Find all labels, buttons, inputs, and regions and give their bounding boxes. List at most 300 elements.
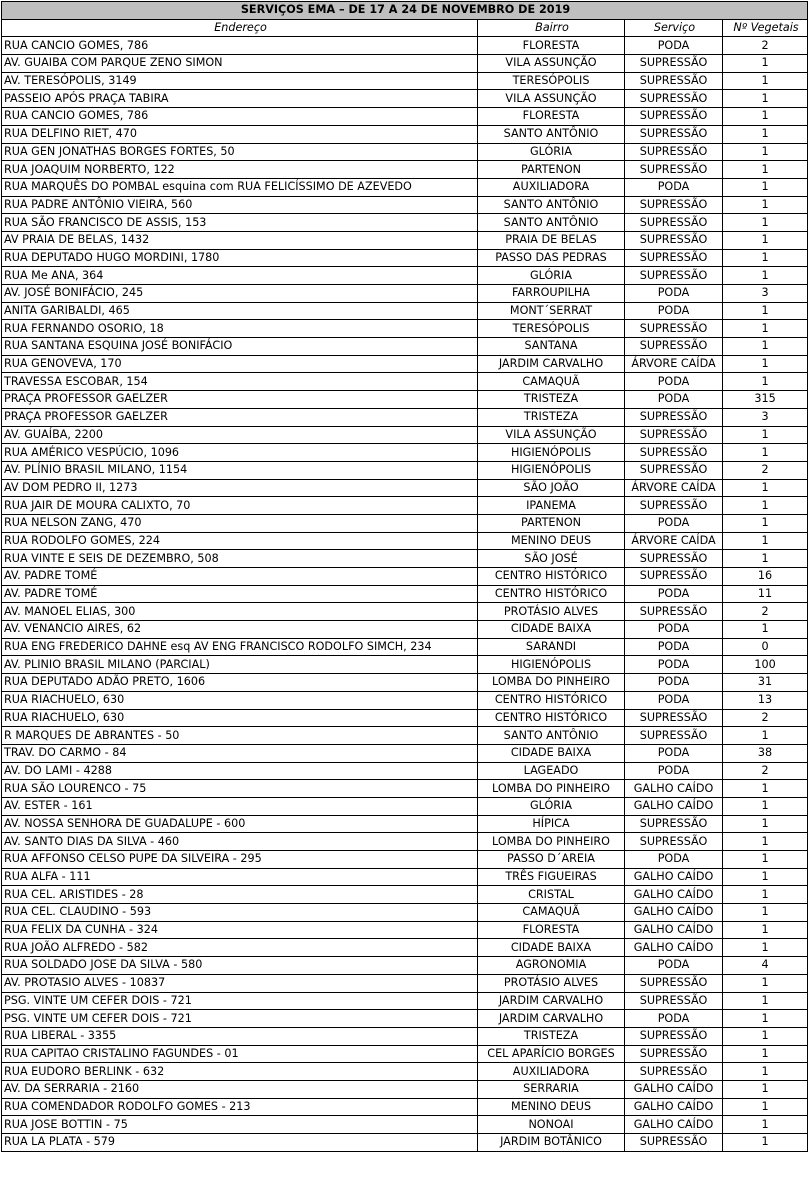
service-cell: GALHO CAÍDO <box>625 1116 723 1134</box>
neighborhood-cell: CAMAQUÃ <box>478 373 625 391</box>
table-row <box>2 886 808 904</box>
address-cell: RUA RODOLFO GOMES, 224 <box>2 532 478 550</box>
tree-count-cell: 31 <box>723 674 808 692</box>
table-row <box>2 196 808 214</box>
neighborhood-cell: TERESÓPOLIS <box>478 72 625 90</box>
service-cell: SUPRESSÃO <box>625 267 723 285</box>
tree-count-cell: 1 <box>723 939 808 957</box>
address-cell: RUA JOÃO ALFREDO - 582 <box>2 939 478 957</box>
address-cell: AV. TERESÓPOLIS, 3149 <box>2 72 478 90</box>
table-row <box>2 426 808 444</box>
table-row <box>2 868 808 886</box>
neighborhood-cell: SANTO ANTÔNIO <box>478 727 625 745</box>
neighborhood-cell: CENTRO HISTÓRICO <box>478 568 625 586</box>
address-cell: AV. PLÍNIO BRASIL MILANO, 1154 <box>2 461 478 479</box>
table-row <box>2 55 808 73</box>
tree-count-cell: 1 <box>723 497 808 515</box>
neighborhood-cell: PRAIA DE BELAS <box>478 231 625 249</box>
service-cell: SUPRESSÃO <box>625 426 723 444</box>
table-row <box>2 851 808 869</box>
neighborhood-cell: FLORESTA <box>478 37 625 55</box>
address-cell: AV. PROTASIO ALVES - 10837 <box>2 974 478 992</box>
neighborhood-cell: GLÓRIA <box>478 143 625 161</box>
address-cell: AV. MANOEL ELIAS, 300 <box>2 603 478 621</box>
tree-count-cell: 1 <box>723 1098 808 1116</box>
service-cell: SUPRESSÃO <box>625 974 723 992</box>
address-cell: R MARQUES DE ABRANTES - 50 <box>2 727 478 745</box>
tree-count-cell: 1 <box>723 90 808 108</box>
tree-count-cell: 1 <box>723 992 808 1010</box>
header-row <box>2 19 808 37</box>
tree-count-cell: 1 <box>723 921 808 939</box>
address-cell: RUA FELIX DA CUNHA - 324 <box>2 921 478 939</box>
neighborhood-cell: CIDADE BAIXA <box>478 744 625 762</box>
neighborhood-cell: PROTÁSIO ALVES <box>478 603 625 621</box>
table-row <box>2 267 808 285</box>
address-cell: RUA GENOVEVA, 170 <box>2 355 478 373</box>
tree-count-cell: 1 <box>723 72 808 90</box>
address-cell: RUA DEPUTADO HUGO MORDINI, 1780 <box>2 249 478 267</box>
service-cell: GALHO CAÍDO <box>625 797 723 815</box>
address-cell: PRAÇA PROFESSOR GAELZER <box>2 391 478 409</box>
tree-count-cell: 1 <box>723 780 808 798</box>
address-cell: RUA DEPUTADO ADÃO PRETO, 1606 <box>2 674 478 692</box>
service-cell: SUPRESSÃO <box>625 408 723 426</box>
tree-count-cell: 1 <box>723 1116 808 1134</box>
tree-count-cell: 1 <box>723 267 808 285</box>
tree-count-cell: 1 <box>723 1027 808 1045</box>
tree-count-cell: 1 <box>723 178 808 196</box>
service-cell: PODA <box>625 762 723 780</box>
table-row <box>2 178 808 196</box>
tree-count-cell: 1 <box>723 868 808 886</box>
service-cell: SUPRESSÃO <box>625 143 723 161</box>
tree-count-cell: 1 <box>723 727 808 745</box>
table-row <box>2 143 808 161</box>
tree-count-cell: 1 <box>723 1045 808 1063</box>
table-row <box>2 744 808 762</box>
tree-count-cell: 2 <box>723 762 808 780</box>
table-row <box>2 37 808 55</box>
neighborhood-cell: HIGIENÓPOLIS <box>478 656 625 674</box>
tree-count-cell: 1 <box>723 214 808 232</box>
neighborhood-cell: FLORESTA <box>478 921 625 939</box>
address-cell: RUA AFFONSO CELSO PUPE DA SILVEIRA - 295 <box>2 851 478 869</box>
service-cell: ÁRVORE CAÍDA <box>625 479 723 497</box>
tree-count-cell: 0 <box>723 638 808 656</box>
address-cell: AV. DA SERRARIA - 2160 <box>2 1080 478 1098</box>
table-row <box>2 674 808 692</box>
table-row <box>2 904 808 922</box>
address-cell: AV. PADRE TOMÉ <box>2 568 478 586</box>
address-cell: RUA ENG FREDERICO DAHNE esq AV ENG FRANCISCO RODOLFO SIMCH, 234 <box>2 638 478 656</box>
service-cell: SUPRESSÃO <box>625 249 723 267</box>
tree-count-cell: 2 <box>723 37 808 55</box>
neighborhood-cell: CIDADE BAIXA <box>478 621 625 639</box>
tree-count-cell: 1 <box>723 1010 808 1028</box>
neighborhood-cell: PARTENON <box>478 161 625 179</box>
tree-count-cell: 1 <box>723 851 808 869</box>
table-title: SERVIÇOS EMA – DE 17 A 24 DE NOVEMBRO DE 2019 <box>2 2 808 20</box>
service-cell: SUPRESSÃO <box>625 550 723 568</box>
neighborhood-cell: IPANEMA <box>478 497 625 515</box>
table-row <box>2 125 808 143</box>
table-row <box>2 585 808 603</box>
table-row <box>2 1010 808 1028</box>
service-cell: PODA <box>625 744 723 762</box>
tree-count-cell: 16 <box>723 568 808 586</box>
tree-count-cell: 1 <box>723 1134 808 1152</box>
table-row <box>2 461 808 479</box>
table-row <box>2 727 808 745</box>
address-cell: RUA CAPITAO CRISTALINO FAGUNDES - 01 <box>2 1045 478 1063</box>
table-row <box>2 797 808 815</box>
service-cell: PODA <box>625 302 723 320</box>
table-row <box>2 638 808 656</box>
table-row <box>2 780 808 798</box>
address-cell: PSG. VINTE UM CEFER DOIS - 721 <box>2 992 478 1010</box>
table-row <box>2 1063 808 1081</box>
address-cell: AV. NOSSA SENHORA DE GUADALUPE - 600 <box>2 815 478 833</box>
tree-count-cell: 1 <box>723 514 808 532</box>
neighborhood-cell: CIDADE BAIXA <box>478 939 625 957</box>
title-row <box>2 2 808 20</box>
address-cell: RUA SOLDADO JOSE DA SILVA - 580 <box>2 957 478 975</box>
table-row <box>2 249 808 267</box>
tree-count-cell: 1 <box>723 1063 808 1081</box>
neighborhood-cell: SÃO JOÃO <box>478 479 625 497</box>
address-cell: RUA LA PLATA - 579 <box>2 1134 478 1152</box>
table-row <box>2 214 808 232</box>
neighborhood-cell: GLÓRIA <box>478 267 625 285</box>
tree-count-cell: 1 <box>723 108 808 126</box>
tree-count-cell: 315 <box>723 391 808 409</box>
table-row <box>2 1045 808 1063</box>
address-cell: RUA CANCIO GOMES, 786 <box>2 37 478 55</box>
table-row <box>2 939 808 957</box>
neighborhood-cell: CAMAQUÃ <box>478 904 625 922</box>
service-cell: GALHO CAÍDO <box>625 1080 723 1098</box>
service-cell: SUPRESSÃO <box>625 709 723 727</box>
table-row <box>2 161 808 179</box>
neighborhood-cell: TERESÓPOLIS <box>478 320 625 338</box>
service-cell: SUPRESSÃO <box>625 1134 723 1152</box>
neighborhood-cell: JARDIM CARVALHO <box>478 992 625 1010</box>
tree-count-cell: 2 <box>723 461 808 479</box>
address-cell: RUA JOSE BOTTIN - 75 <box>2 1116 478 1134</box>
table-row <box>2 1080 808 1098</box>
table-row <box>2 231 808 249</box>
service-cell: PODA <box>625 373 723 391</box>
header-address: Endereço <box>2 19 478 37</box>
table-row <box>2 497 808 515</box>
table-row <box>2 1134 808 1152</box>
service-cell: SUPRESSÃO <box>625 231 723 249</box>
neighborhood-cell: CENTRO HISTÓRICO <box>478 709 625 727</box>
service-cell: GALHO CAÍDO <box>625 780 723 798</box>
address-cell: RUA SÃO FRANCISCO DE ASSIS, 153 <box>2 214 478 232</box>
tree-count-cell: 1 <box>723 886 808 904</box>
address-cell: RUA DELFINO RIET, 470 <box>2 125 478 143</box>
service-cell: ÁRVORE CAÍDA <box>625 532 723 550</box>
neighborhood-cell: FARROUPILHA <box>478 285 625 303</box>
tree-count-cell: 38 <box>723 744 808 762</box>
service-cell: PODA <box>625 957 723 975</box>
neighborhood-cell: MONT´SERRAT <box>478 302 625 320</box>
table-row <box>2 1098 808 1116</box>
table-row <box>2 444 808 462</box>
table-row <box>2 108 808 126</box>
address-cell: AV. VENANCIO AIRES, 62 <box>2 621 478 639</box>
table-row <box>2 815 808 833</box>
service-cell: SUPRESSÃO <box>625 161 723 179</box>
tree-count-cell: 1 <box>723 196 808 214</box>
table-row <box>2 1116 808 1134</box>
tree-count-cell: 4 <box>723 957 808 975</box>
address-cell: AV. ESTER - 161 <box>2 797 478 815</box>
table-row <box>2 285 808 303</box>
address-cell: ANITA GARIBALDI, 465 <box>2 302 478 320</box>
service-cell: PODA <box>625 674 723 692</box>
neighborhood-cell: TRISTEZA <box>478 408 625 426</box>
service-cell: GALHO CAÍDO <box>625 886 723 904</box>
tree-count-cell: 1 <box>723 550 808 568</box>
address-cell: AV. JOSÉ BONIFÁCIO, 245 <box>2 285 478 303</box>
address-cell: RUA RIACHUELO, 630 <box>2 709 478 727</box>
header-service: Serviço <box>625 19 723 37</box>
table-row <box>2 479 808 497</box>
service-cell: PODA <box>625 585 723 603</box>
header-neighborhood: Bairro <box>478 19 625 37</box>
service-cell: PODA <box>625 691 723 709</box>
address-cell: AV. SANTO DIAS DA SILVA - 460 <box>2 833 478 851</box>
header-tree-count: Nº Vegetais <box>723 19 808 37</box>
service-cell: ÁRVORE CAÍDA <box>625 355 723 373</box>
address-cell: AV. GUAÍBA, 2200 <box>2 426 478 444</box>
address-cell: RUA JAIR DE MOURA CALIXTO, 70 <box>2 497 478 515</box>
address-cell: RUA MARQUÊS DO POMBAL esquina com RUA FELICÍSSIMO DE AZEVEDO <box>2 178 478 196</box>
service-cell: SUPRESSÃO <box>625 214 723 232</box>
tree-count-cell: 1 <box>723 161 808 179</box>
neighborhood-cell: GLÓRIA <box>478 797 625 815</box>
tree-count-cell: 1 <box>723 338 808 356</box>
tree-count-cell: 2 <box>723 709 808 727</box>
service-cell: PODA <box>625 656 723 674</box>
table-row <box>2 320 808 338</box>
neighborhood-cell: MENINO DEUS <box>478 532 625 550</box>
tree-count-cell: 11 <box>723 585 808 603</box>
tree-count-cell: 2 <box>723 603 808 621</box>
table-row <box>2 355 808 373</box>
neighborhood-cell: TRÊS FIGUEIRAS <box>478 868 625 886</box>
address-cell: AV. GUAIBA COM PARQUE ZENO SIMON <box>2 55 478 73</box>
service-cell: GALHO CAÍDO <box>625 939 723 957</box>
address-cell: AV. PADRE TOMÉ <box>2 585 478 603</box>
address-cell: RUA PADRE ANTÔNIO VIEIRA, 560 <box>2 196 478 214</box>
service-cell: PODA <box>625 178 723 196</box>
service-cell: PODA <box>625 391 723 409</box>
address-cell: PRAÇA PROFESSOR GAELZER <box>2 408 478 426</box>
table-row <box>2 550 808 568</box>
address-cell: RUA COMENDADOR RODOLFO GOMES - 213 <box>2 1098 478 1116</box>
neighborhood-cell: AUXILIADORA <box>478 178 625 196</box>
neighborhood-cell: SANTO ANTÔNIO <box>478 214 625 232</box>
service-cell: SUPRESSÃO <box>625 1063 723 1081</box>
table-row <box>2 921 808 939</box>
address-cell: PSG. VINTE UM CEFER DOIS - 721 <box>2 1010 478 1028</box>
service-cell: SUPRESSÃO <box>625 90 723 108</box>
neighborhood-cell: CENTRO HISTÓRICO <box>478 585 625 603</box>
tree-count-cell: 1 <box>723 373 808 391</box>
tree-count-cell: 1 <box>723 231 808 249</box>
neighborhood-cell: TRISTEZA <box>478 391 625 409</box>
service-cell: SUPRESSÃO <box>625 815 723 833</box>
service-cell: PODA <box>625 621 723 639</box>
table-row <box>2 833 808 851</box>
table-row <box>2 90 808 108</box>
tree-count-cell: 1 <box>723 1080 808 1098</box>
table-row <box>2 709 808 727</box>
neighborhood-cell: SARANDI <box>478 638 625 656</box>
neighborhood-cell: HIGIENÓPOLIS <box>478 461 625 479</box>
neighborhood-cell: SANTO ANTÔNIO <box>478 125 625 143</box>
table-row <box>2 1027 808 1045</box>
tree-count-cell: 1 <box>723 143 808 161</box>
address-cell: AV PRAIA DE BELAS, 1432 <box>2 231 478 249</box>
table-row <box>2 514 808 532</box>
neighborhood-cell: PASSO DAS PEDRAS <box>478 249 625 267</box>
neighborhood-cell: JARDIM CARVALHO <box>478 355 625 373</box>
service-cell: GALHO CAÍDO <box>625 868 723 886</box>
service-cell: SUPRESSÃO <box>625 603 723 621</box>
service-cell: PODA <box>625 638 723 656</box>
service-cell: SUPRESSÃO <box>625 196 723 214</box>
neighborhood-cell: VILA ASSUNÇÃO <box>478 55 625 73</box>
table-row <box>2 974 808 992</box>
neighborhood-cell: SANTO ANTÔNIO <box>478 196 625 214</box>
address-cell: RUA GEN JONATHAS BORGES FORTES, 50 <box>2 143 478 161</box>
service-cell: SUPRESSÃO <box>625 55 723 73</box>
service-cell: SUPRESSÃO <box>625 497 723 515</box>
address-cell: RUA JOAQUIM NORBERTO, 122 <box>2 161 478 179</box>
table-row <box>2 691 808 709</box>
service-cell: SUPRESSÃO <box>625 1045 723 1063</box>
service-cell: GALHO CAÍDO <box>625 904 723 922</box>
tree-count-cell: 1 <box>723 479 808 497</box>
tree-count-cell: 1 <box>723 125 808 143</box>
service-cell: SUPRESSÃO <box>625 461 723 479</box>
service-cell: SUPRESSÃO <box>625 568 723 586</box>
neighborhood-cell: PASSO D´AREIA <box>478 851 625 869</box>
tree-count-cell: 1 <box>723 904 808 922</box>
table-row <box>2 621 808 639</box>
neighborhood-cell: HIGIENÓPOLIS <box>478 444 625 462</box>
table-row <box>2 603 808 621</box>
table-row <box>2 568 808 586</box>
table-row <box>2 408 808 426</box>
address-cell: RUA LIBERAL - 3355 <box>2 1027 478 1045</box>
neighborhood-cell: AGRONOMIA <box>478 957 625 975</box>
tree-count-cell: 1 <box>723 355 808 373</box>
services-table <box>1 1 808 1152</box>
table-row <box>2 656 808 674</box>
address-cell: RUA CEL. ARISTIDES - 28 <box>2 886 478 904</box>
table-row <box>2 391 808 409</box>
neighborhood-cell: NONOAI <box>478 1116 625 1134</box>
tree-count-cell: 13 <box>723 691 808 709</box>
service-cell: SUPRESSÃO <box>625 833 723 851</box>
address-cell: RUA CEL. CLAUDINO - 593 <box>2 904 478 922</box>
service-cell: SUPRESSÃO <box>625 72 723 90</box>
address-cell: PASSEIO APÓS PRAÇA TABIRA <box>2 90 478 108</box>
table-row <box>2 532 808 550</box>
address-cell: RUA Me ANA, 364 <box>2 267 478 285</box>
service-cell: PODA <box>625 851 723 869</box>
table-row <box>2 338 808 356</box>
tree-count-cell: 1 <box>723 797 808 815</box>
service-cell: SUPRESSÃO <box>625 727 723 745</box>
neighborhood-cell: FLORESTA <box>478 108 625 126</box>
address-cell: RUA FERNANDO OSORIO, 18 <box>2 320 478 338</box>
address-cell: RUA NELSON ZANG, 470 <box>2 514 478 532</box>
neighborhood-cell: LOMBA DO PINHEIRO <box>478 674 625 692</box>
tree-count-cell: 3 <box>723 408 808 426</box>
address-cell: AV DOM PEDRO II, 1273 <box>2 479 478 497</box>
neighborhood-cell: PARTENON <box>478 514 625 532</box>
address-cell: AV. PLINIO BRASIL MILANO (PARCIAL) <box>2 656 478 674</box>
neighborhood-cell: CEL APARÍCIO BORGES <box>478 1045 625 1063</box>
table-row <box>2 72 808 90</box>
tree-count-cell: 1 <box>723 302 808 320</box>
address-cell: RUA ALFA - 111 <box>2 868 478 886</box>
tree-count-cell: 1 <box>723 833 808 851</box>
neighborhood-cell: VILA ASSUNÇÃO <box>478 90 625 108</box>
neighborhood-cell: AUXILIADORA <box>478 1063 625 1081</box>
tree-count-cell: 3 <box>723 285 808 303</box>
address-cell: RUA SÃO LOURENCO - 75 <box>2 780 478 798</box>
neighborhood-cell: LOMBA DO PINHEIRO <box>478 833 625 851</box>
table-body <box>2 37 808 1151</box>
neighborhood-cell: CRISTAL <box>478 886 625 904</box>
neighborhood-cell: JARDIM BOTÂNICO <box>478 1134 625 1152</box>
tree-count-cell: 1 <box>723 974 808 992</box>
address-cell: RUA VINTE E SEIS DE DEZEMBRO, 508 <box>2 550 478 568</box>
neighborhood-cell: HÍPICA <box>478 815 625 833</box>
address-cell: RUA CANCIO GOMES, 786 <box>2 108 478 126</box>
tree-count-cell: 1 <box>723 532 808 550</box>
neighborhood-cell: TRISTEZA <box>478 1027 625 1045</box>
neighborhood-cell: SANTANA <box>478 338 625 356</box>
tree-count-cell: 1 <box>723 55 808 73</box>
service-cell: PODA <box>625 285 723 303</box>
service-cell: GALHO CAÍDO <box>625 1098 723 1116</box>
tree-count-cell: 1 <box>723 815 808 833</box>
address-cell: AV. DO LAMI - 4288 <box>2 762 478 780</box>
service-cell: SUPRESSÃO <box>625 444 723 462</box>
service-cell: SUPRESSÃO <box>625 1027 723 1045</box>
service-cell: SUPRESSÃO <box>625 125 723 143</box>
table-row <box>2 373 808 391</box>
neighborhood-cell: LOMBA DO PINHEIRO <box>478 780 625 798</box>
tree-count-cell: 100 <box>723 656 808 674</box>
neighborhood-cell: PROTÁSIO ALVES <box>478 974 625 992</box>
tree-count-cell: 1 <box>723 249 808 267</box>
tree-count-cell: 1 <box>723 621 808 639</box>
address-cell: RUA AMÉRICO VESPÚCIO, 1096 <box>2 444 478 462</box>
address-cell: RUA EUDORO BERLINK - 632 <box>2 1063 478 1081</box>
neighborhood-cell: SERRARIA <box>478 1080 625 1098</box>
neighborhood-cell: JARDIM CARVALHO <box>478 1010 625 1028</box>
